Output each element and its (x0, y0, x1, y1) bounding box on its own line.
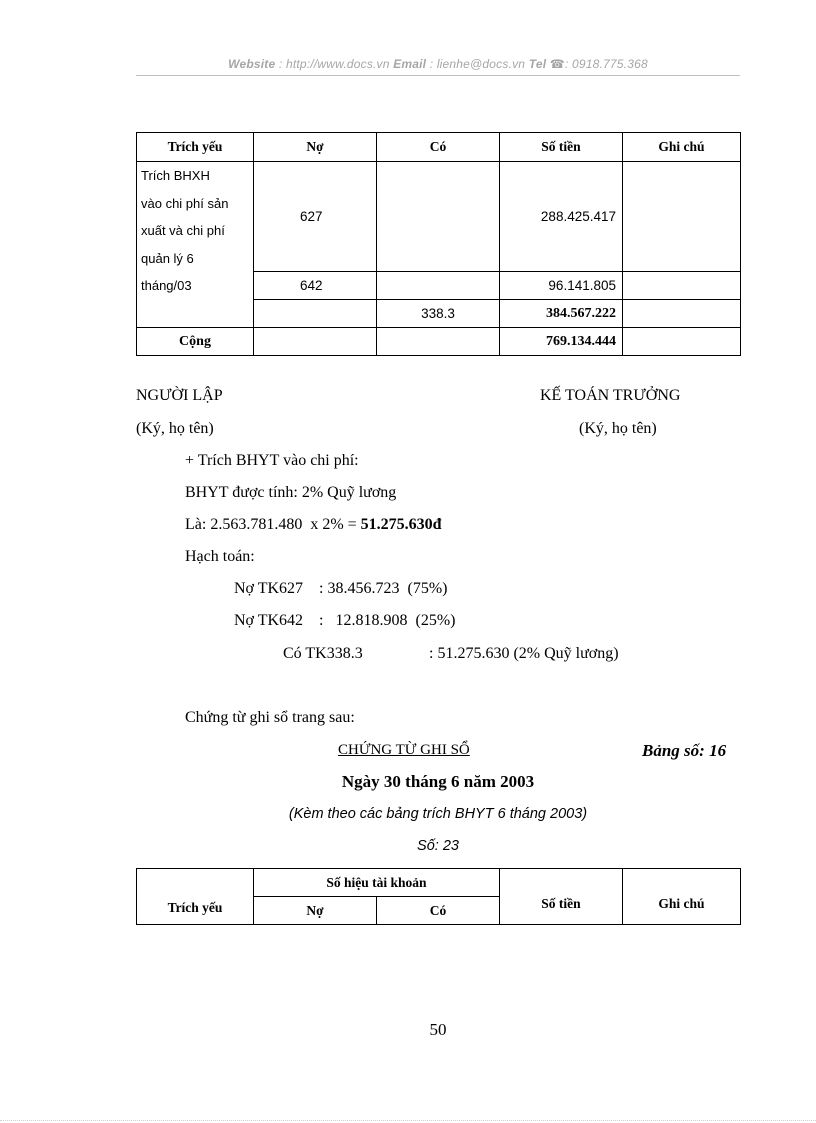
email-value[interactable]: : lienhe@docs.vn (429, 57, 526, 71)
table-header-row (137, 869, 741, 897)
empty-cell (254, 328, 377, 356)
description-line: xuất và chi phí (141, 223, 225, 238)
cell-co (377, 272, 500, 300)
total-row (137, 328, 741, 356)
table-row (137, 162, 741, 272)
voucher-intro: Chứng từ ghi sổ trang sau: (185, 709, 355, 726)
website-label: Website (228, 57, 276, 71)
phone-icon: ☎ (549, 57, 565, 71)
signer-left-title: NGƯỜI LẬP (136, 387, 223, 404)
voucher-table (136, 868, 741, 925)
cell-ghi-chu (623, 272, 741, 300)
cell-co (377, 162, 500, 272)
empty-cell (377, 328, 500, 356)
entry-debit-642: Nợ TK642 : 12.818.908 (25%) (234, 612, 456, 629)
empty-cell (623, 328, 741, 356)
description-line: vào chi phí sản (141, 195, 229, 211)
cell-so-tien: 384.567.222 (500, 300, 623, 328)
col-header-co: Có (377, 897, 500, 925)
total-label: Cộng (137, 328, 254, 356)
col-header-co: Có (377, 133, 500, 162)
cell-ghi-chu (623, 162, 741, 272)
total-value: 769.134.444 (500, 328, 623, 356)
table-header-row (137, 133, 741, 162)
cell-ghi-chu (623, 300, 741, 328)
header-divider (136, 75, 740, 76)
table-number: Bảng số: 16 (642, 741, 727, 760)
description-cell (137, 162, 254, 328)
signer-right-note: (Ký, họ tên) (579, 420, 657, 437)
entry-debit-627: Nợ TK627 : 38.456.723 (75%) (234, 580, 448, 597)
description-line: Trích BHXH (141, 168, 210, 183)
signer-left-note: (Ký, họ tên) (136, 420, 214, 437)
cell-no (254, 300, 377, 328)
col-header-trich-yeu: Trích yếu (137, 133, 254, 162)
col-header-trich-yeu: Trích yếu (137, 869, 254, 925)
signer-right-title: KẾ TOÁN TRƯỞNG (540, 387, 681, 404)
cell-so-tien: 288.425.417 (500, 162, 623, 272)
cell-no: 627 (254, 162, 377, 272)
bhyt-rate: BHYT được tính: 2% Quỹ lương (185, 484, 397, 501)
page-number: 50 (429, 1020, 447, 1039)
col-header-so-tien: Số tiền (500, 133, 623, 162)
col-header-ghi-chu: Ghi chú (623, 133, 741, 162)
bhyt-heading: + Trích BHYT vào chi phí: (185, 452, 359, 469)
bhxh-table (136, 132, 741, 356)
cell-co: 338.3 (377, 300, 500, 328)
entry-credit-label: Có TK338.3 (283, 645, 363, 662)
page-header (136, 57, 740, 71)
email-label: Email (393, 57, 427, 71)
tel-value: : 0918.775.368 (564, 57, 648, 71)
col-header-ghi-chu: Ghi chú (623, 869, 741, 925)
voucher-number: Số: 23 (417, 838, 459, 854)
col-header-so-tien: Số tiền (500, 869, 623, 925)
entry-credit-value: : 51.275.630 (2% Quỹ lương) (429, 645, 619, 662)
description-line (141, 245, 249, 273)
calculation-text: Là: 2.563.781.480 x 2% = (185, 516, 361, 533)
calculation-result: 51.275.630đ (360, 516, 442, 533)
description-line-text: quản lý 6 (141, 250, 194, 266)
tel-label: Tel (528, 57, 547, 71)
col-header-no: Nợ (254, 897, 377, 925)
website-url[interactable]: : http://www.docs.vn (278, 57, 390, 71)
bhyt-calculation (185, 516, 442, 534)
voucher-attachment: (Kèm theo các bảng trích BHYT 6 tháng 2003) (288, 806, 588, 822)
col-header-account-group: Số hiệu tài khoản (254, 869, 500, 897)
voucher-title: CHỨNG TỪ GHI SỔ (338, 742, 470, 758)
cell-so-tien: 96.141.805 (500, 272, 623, 300)
footer-divider (0, 1120, 816, 1121)
description-line: tháng/03 (141, 278, 192, 293)
col-header-no: Nợ (254, 133, 377, 162)
accounting-heading: Hạch toán: (185, 548, 255, 565)
cell-no: 642 (254, 272, 377, 300)
voucher-date: Ngày 30 tháng 6 năm 2003 (341, 772, 535, 791)
